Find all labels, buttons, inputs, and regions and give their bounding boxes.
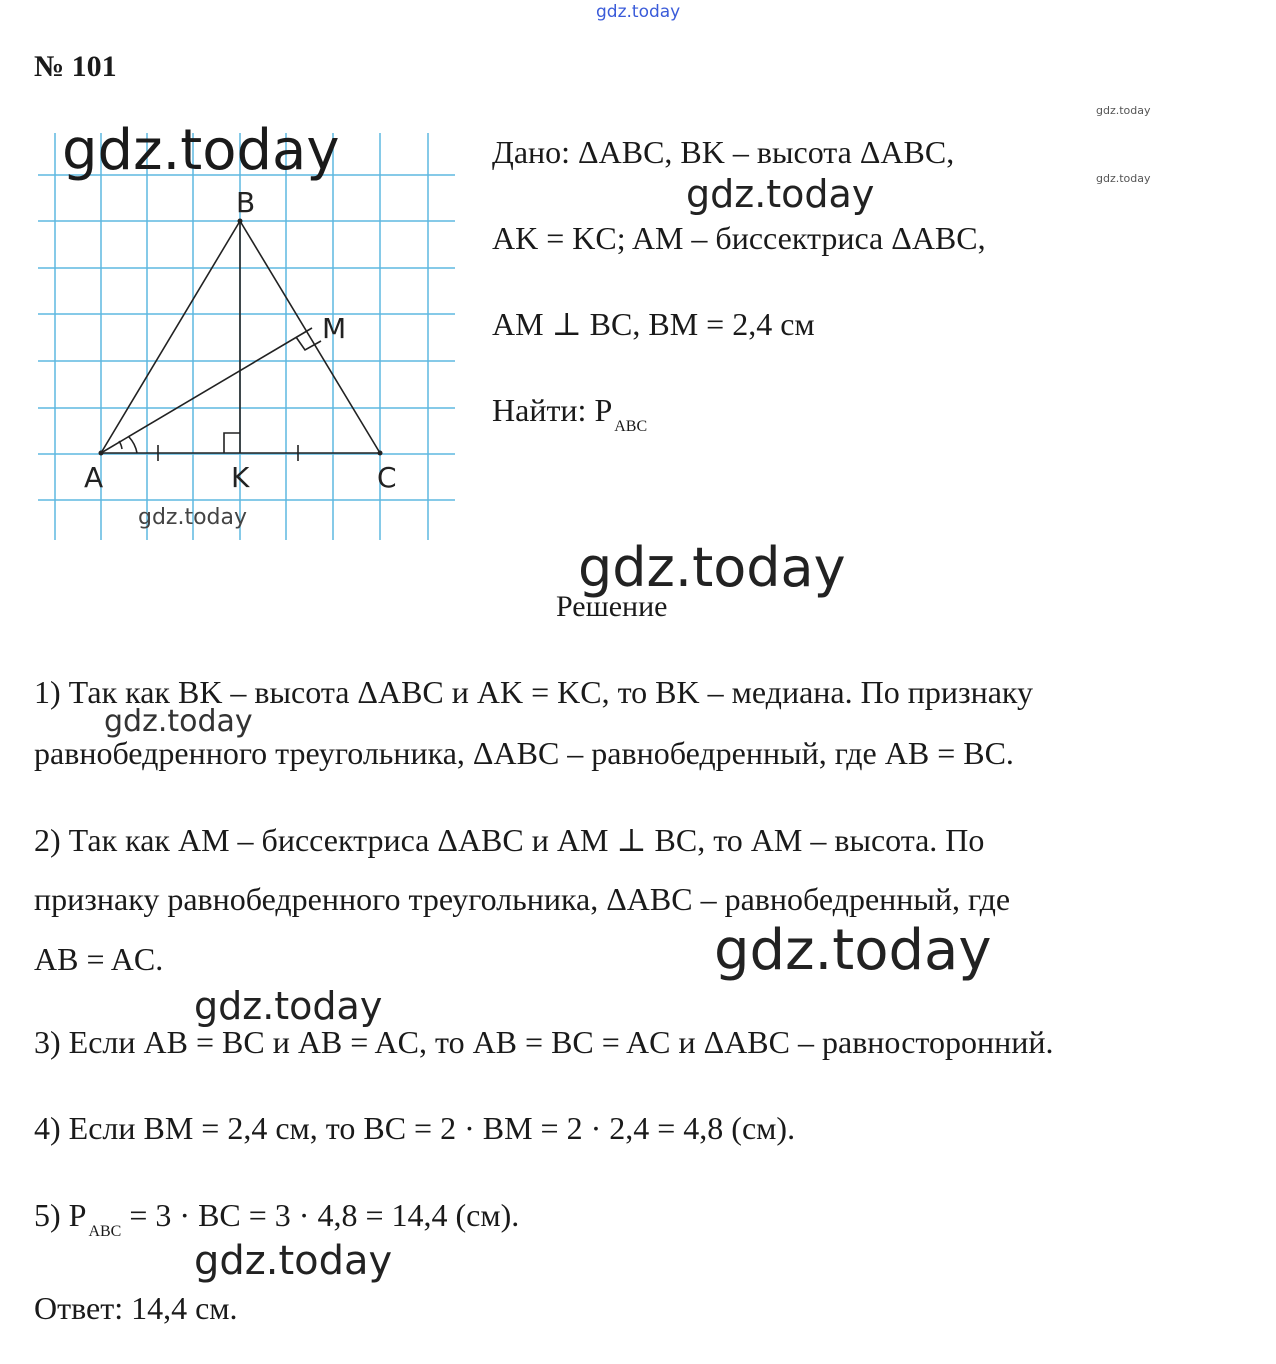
given-line-3: AM ⊥ BC, BM = 2,4 см [492, 306, 815, 342]
given-line-1: Дано: ΔABC, BK – высота ΔABC, [492, 134, 955, 170]
step-5-prefix: 5) P [34, 1197, 87, 1233]
step-2-line-3: AB = AC. [34, 941, 164, 977]
find-prefix: Найти: P [492, 392, 613, 428]
watermark: gdz.today [62, 118, 340, 183]
find-sub: ABC [614, 418, 648, 435]
watermark: gdz.today [1096, 172, 1151, 185]
step-5-sub: ABC [88, 1223, 122, 1240]
solution-title: Решение [556, 590, 668, 623]
label-c: C [377, 461, 397, 494]
step-1-line-2: равнобедренного треугольника, ΔABC – равнобедренный, где AB = BC. [34, 735, 1014, 771]
step-1-line-1: 1) Так как BK – высота ΔABC и AK = KC, то BK – медиана. По признаку [34, 674, 1034, 710]
watermark: gdz.today [1096, 104, 1151, 117]
watermark: gdz.today [104, 704, 253, 739]
watermark: gdz.today [686, 172, 875, 216]
watermark: gdz.today [194, 984, 383, 1028]
watermark: gdz.today [138, 505, 248, 530]
find-line [492, 392, 647, 436]
problem-number: № 101 [34, 50, 117, 83]
step-2-line-1: 2) Так как AM – биссектриса ΔABC и AM ⊥ BC, то AM – высота. По [34, 822, 985, 858]
step-5 [34, 1197, 519, 1241]
given-line-2: AK = KC; AM – биссектриса ΔABC, [492, 220, 986, 256]
step-5-rest: = 3 · BC = 3 · 4,8 = 14,4 (см). [121, 1197, 520, 1233]
label-m: M [322, 312, 347, 345]
step-2-line-2: признаку равнобедренного треугольника, ΔABC – равнобедренный, где [34, 881, 1011, 917]
watermark: gdz.today [596, 2, 681, 22]
step-4: 4) Если BM = 2,4 см, то BC = 2 · BM = 2 · 2,4 = 4,8 (см). [34, 1110, 796, 1146]
triangle-figure [0, 0, 470, 560]
answer: Ответ: 14,4 см. [34, 1290, 238, 1326]
watermark: gdz.today [194, 1238, 393, 1284]
step-3: 3) Если AB = BC и AB = AC, то AB = BC = AC и ΔABC – равносторонний. [34, 1024, 1054, 1060]
label-b: B [236, 186, 256, 219]
watermark: gdz.today [578, 536, 846, 599]
label-a: A [84, 461, 104, 494]
label-k: K [231, 461, 250, 494]
watermark: gdz.today [714, 918, 992, 983]
